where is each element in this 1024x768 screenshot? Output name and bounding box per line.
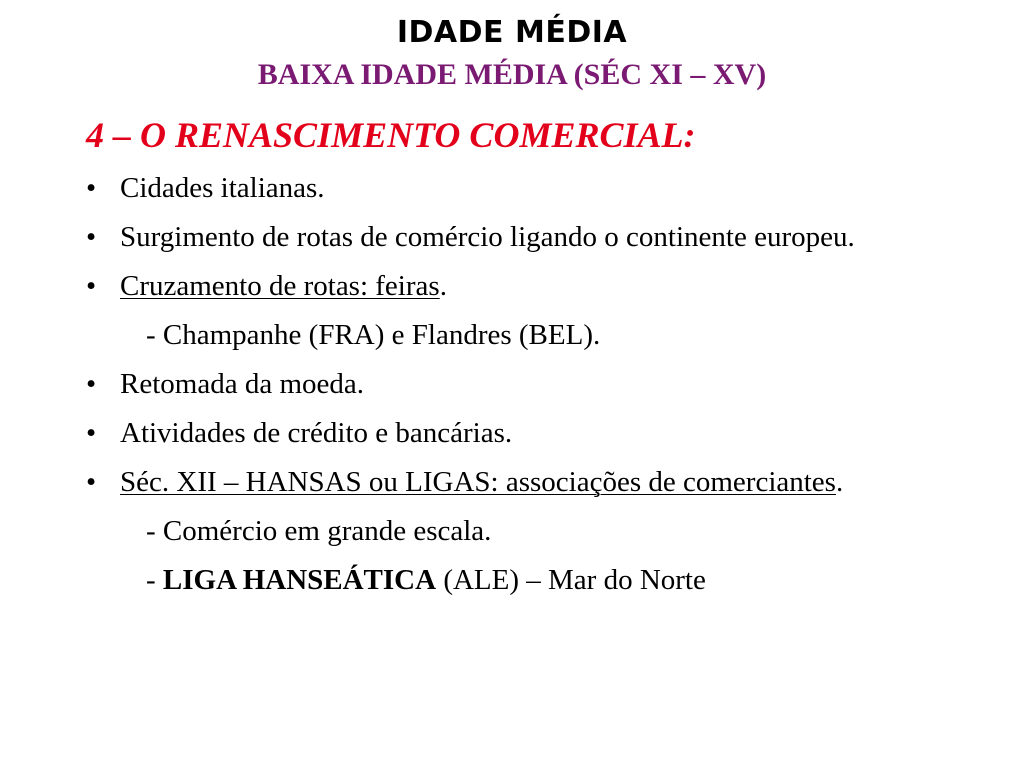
- sub-item-text: - Champanhe (FRA) e Flandres (BEL).: [146, 319, 601, 351]
- bullet-item-feiras: [84, 264, 1004, 313]
- sub-item-champanhe: [84, 313, 1004, 362]
- bullet-icon: •: [86, 368, 97, 400]
- content-list: [84, 166, 1004, 607]
- bullet-item-hansas: [84, 460, 1004, 509]
- bullet-item-rotas: [84, 215, 1004, 264]
- bullet-text-suffix: .: [835, 466, 844, 498]
- sub-item-bold: LIGA HANSEÁTICA: [162, 564, 437, 596]
- bullet-icon: •: [86, 221, 97, 253]
- bullet-icon: •: [86, 172, 97, 204]
- bullet-icon: •: [86, 417, 97, 449]
- section-heading: 4 – O RENASCIMENTO COMERCIAL:: [86, 115, 696, 155]
- sub-item-text: - Comércio em grande escala.: [146, 515, 492, 547]
- bullet-text: Surgimento de rotas de comércio ligando o continente europeu.: [120, 221, 855, 253]
- bullet-text-underlined: Cruzamento de rotas: feiras: [120, 270, 440, 302]
- sub-item-comercio: [84, 509, 1004, 558]
- slide-title: IDADE MÉDIA: [396, 15, 628, 50]
- sub-item-suffix: (ALE) – Mar do Norte: [436, 564, 706, 596]
- bullet-text-suffix: .: [439, 270, 447, 302]
- bullet-text: Cidades italianas.: [120, 172, 325, 204]
- slide-subtitle: BAIXA IDADE MÉDIA (SÉC XI – XV): [257, 58, 767, 91]
- bullet-item-cidades: [84, 166, 1004, 215]
- bullet-text: Retomada da moeda.: [120, 368, 364, 400]
- bullet-text-underlined: Séc. XII – HANSAS ou LIGAS: associações de comerciantes: [120, 466, 836, 498]
- bullet-item-moeda: [84, 362, 1004, 411]
- bullet-text: Atividades de crédito e bancárias.: [120, 417, 513, 449]
- bullet-icon: •: [86, 270, 97, 302]
- bullet-icon: •: [86, 466, 97, 498]
- sub-item-prefix: -: [146, 564, 163, 596]
- sub-item-liga-hanseatica: [84, 558, 1004, 607]
- bullet-item-credito: [84, 411, 1004, 460]
